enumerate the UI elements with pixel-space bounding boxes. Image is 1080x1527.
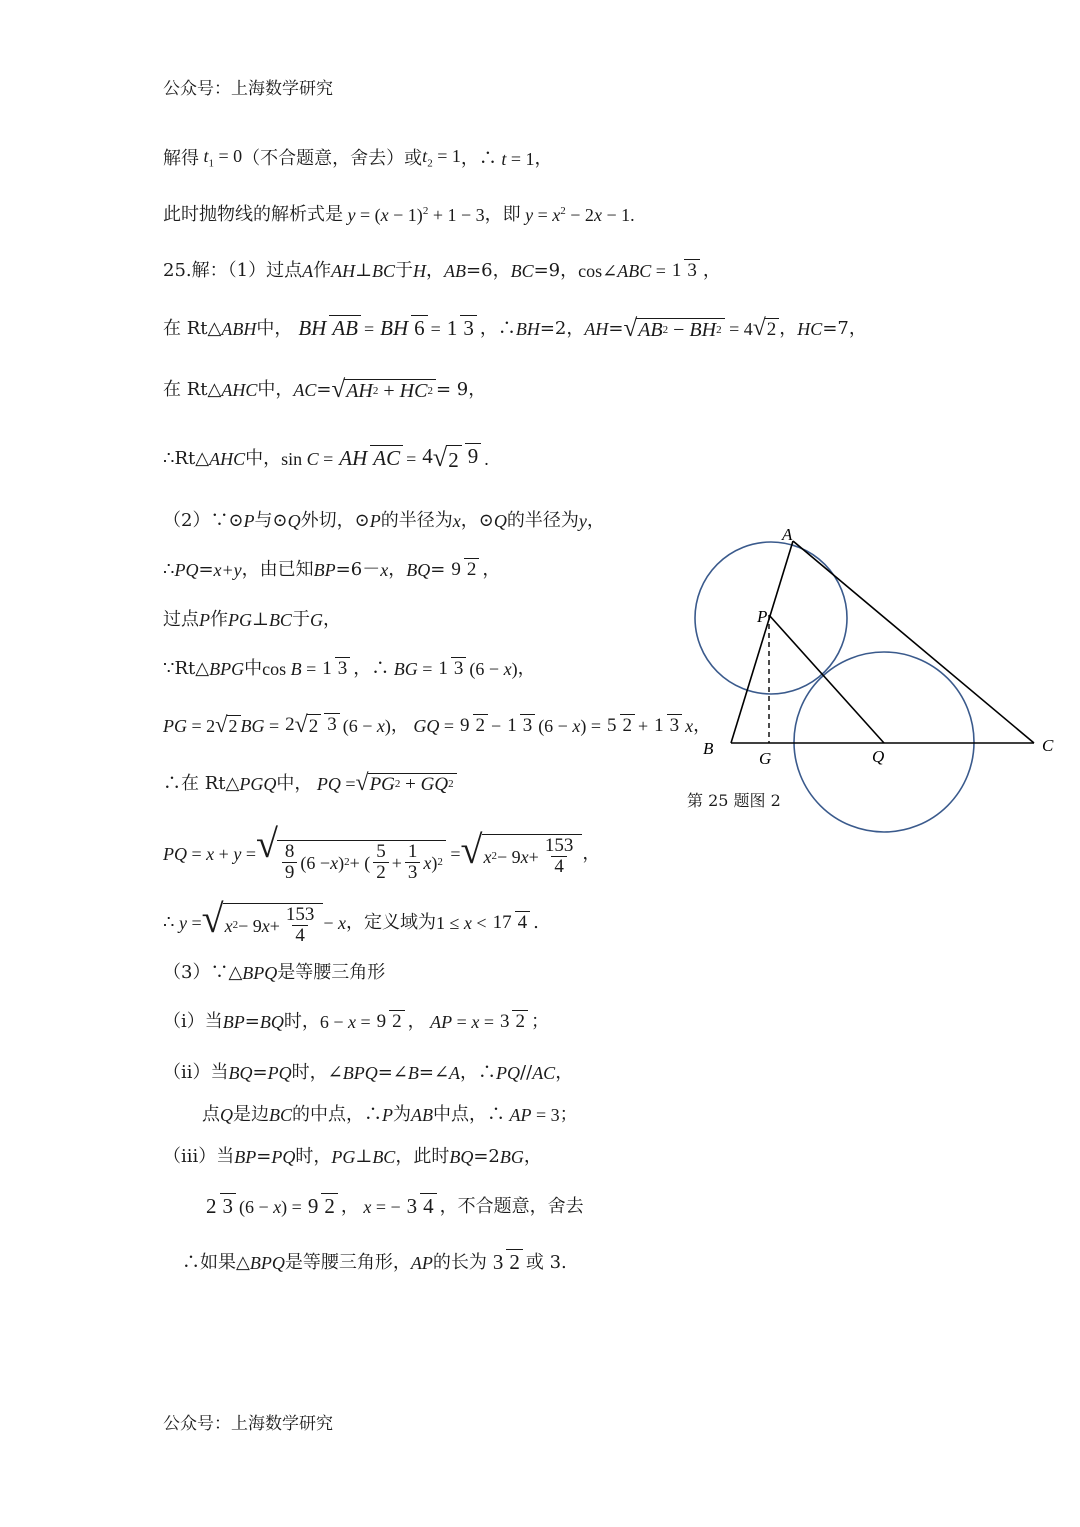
fraction: 3 2 [490,1251,523,1273]
figure-caption: 第 25 题图 2 [687,791,781,810]
text: ∵Rt△ [163,657,210,679]
text: =2， [539,317,585,339]
math: PG = 2 [163,715,216,736]
text: ， [586,509,605,531]
text: ，即 [484,203,521,225]
text: 是等腰三角形 [277,961,386,983]
line-y-domain [163,895,539,947]
text: 时， [295,1145,332,1167]
math: t = 1 [501,148,535,169]
line-rt-ahc [163,376,487,403]
math: − x [323,912,347,933]
var: AP [410,1252,433,1273]
var: PQ [174,559,199,580]
var: AC [293,379,317,400]
text: 中， [276,772,313,794]
text: ， [390,714,409,736]
text: ， [779,317,798,339]
var: BC [510,260,534,281]
text: ，⊙ [460,509,494,531]
var: AH [584,318,609,339]
text: . [533,911,539,933]
text: 中 [244,657,263,679]
math: BG = [393,658,433,679]
fraction: 1 3 [444,317,477,339]
math: cos∠ABC = [578,260,666,281]
math: = [364,318,375,339]
line-case-iii-solve [200,1194,584,1219]
sqrt: √2 [215,714,240,737]
text: 在 Rt△ [163,317,222,339]
footer-text: 公众号：上海数学研究 [163,1414,333,1434]
text: 25.解：（1）过点 [163,259,303,281]
var: G [309,609,323,630]
line-pg-gq [163,711,712,738]
sqrt: √ PG 2 + GQ 2 [356,772,457,796]
line-perp-pg [163,608,341,630]
label-p: P [757,607,768,626]
var: x [380,559,389,580]
text: = [198,558,214,580]
text: =∠ [418,1061,450,1083]
var: B [407,1062,419,1083]
var: PQ [271,1146,296,1167]
var: BG [499,1146,524,1167]
var: BP [234,1146,257,1167]
fraction: 9 2 [305,1195,338,1217]
label-g: G [759,749,772,768]
var: ABH [221,318,257,339]
header-text: 公众号：上海数学研究 [163,79,333,99]
line-pq-expr [163,821,601,883]
text: 或 3. [525,1251,567,1273]
var: BPG [209,658,245,679]
var: HC [797,318,823,339]
text: ； [559,1103,578,1125]
var: BPQ [242,962,278,983]
text: = [256,1145,272,1167]
text: 中， [257,378,294,400]
text: = [608,317,624,339]
math: PQ = [316,773,356,794]
fraction: 1 3 [319,659,350,679]
math: $t_2 = 1$ [422,146,461,170]
text: =6－ [335,558,381,580]
text: ，由已知 [241,558,314,580]
line-pq-sum [163,558,501,580]
line-part3-intro [163,961,386,983]
text: 作 [210,608,228,630]
text: 在 Rt△ [163,378,222,400]
text: 是边 [233,1103,269,1125]
var: AB [444,260,467,281]
line-case-ii-midpoint [202,1103,578,1125]
perp: ⊥ [252,608,269,630]
text: 的中点，∴ [292,1103,383,1125]
var: BC [372,260,396,281]
math: (6 − x) = [538,715,601,736]
text: ， [555,1061,574,1083]
geometry-figure [680,520,1070,840]
text: 点 [202,1103,220,1125]
fraction: BH 6 [377,317,428,339]
math: 6 − x = [319,1011,371,1032]
math: = [430,318,441,339]
text: = 9， [435,378,487,400]
fraction: 9 2 [448,560,479,580]
text: 中点，∴ [433,1103,506,1125]
sqrt: √ AB 2 − BH 2 [623,316,724,341]
var: P [382,1104,394,1125]
var: AHC [209,448,246,469]
var: BC [268,609,292,630]
math: (6 − x) [469,658,518,679]
text: = [252,1061,268,1083]
line-case-i [163,1010,549,1032]
page-header [163,79,333,99]
math: y = [178,912,202,933]
fraction: 9 2 [374,1012,405,1032]
text: （ii）当 [163,1061,229,1083]
line-q25-part1 [163,259,721,281]
var: BQ [228,1062,253,1083]
fraction: 9 2 [457,716,488,736]
text: （i）当 [163,1010,223,1032]
var: x+y [213,559,242,580]
var: A [449,1062,461,1083]
text: ，∴ [460,1061,497,1083]
fraction: 1 3 [669,261,700,281]
text: ， [523,1145,542,1167]
text: ， [693,714,712,736]
line-cos-b [163,657,536,679]
var: BQ [449,1146,474,1167]
var: BQ [406,559,431,580]
var: AB [411,1104,434,1125]
var: y [578,510,587,531]
fraction: 5 2 [604,716,635,736]
text: 的半径为 [506,509,579,531]
text: ， [482,558,501,580]
text: ， [407,1010,426,1032]
math: $y = x^2 - 2x - 1$. [525,204,635,225]
text: = [430,558,446,580]
var: P [243,510,255,531]
math: AP = x = [430,1011,494,1032]
text: ， [340,1195,359,1217]
var: Q [220,1104,233,1125]
text: ∴ [163,558,175,580]
text: 时， [283,1010,320,1032]
segment-ac [793,541,1034,743]
text: =2 [473,1145,500,1167]
fraction: 17 4 [490,913,531,933]
text: 与⊙ [254,509,288,531]
text: 中， [256,317,293,339]
text: =7， [822,317,867,339]
text: 时，∠ [291,1061,343,1083]
text: 此时抛物线的解析式是 [163,203,343,225]
text: 作 [313,259,332,281]
fraction: 1 3 [651,716,682,736]
line-case-ii [163,1061,574,1083]
text: ⊥ [355,1145,373,1167]
text: =∠ [377,1061,408,1083]
var: P [369,510,381,531]
fraction: 2 3 [203,1195,236,1217]
math: BG = [240,715,280,736]
text: ∴Rt△ [163,447,210,469]
math: $t_1 = 0$ [203,146,243,170]
var: AH [331,260,356,281]
var: AC [532,1062,556,1083]
text: 解得 [163,147,199,169]
var: P [199,609,210,630]
fraction: 2 √ 2 3 [282,714,340,738]
sqrt: √2 [753,317,780,341]
label-b: B [703,739,714,758]
label-c: C [1042,736,1054,755]
text: ， [702,259,721,281]
math: PQ = x + y = [163,843,256,864]
text: ，∴ [479,317,516,339]
text: ， [322,608,341,630]
math: (6 − x) [342,715,391,736]
text: ， [534,147,553,169]
var: BP [313,559,336,580]
text: = [316,378,332,400]
line-rt-pgq [163,769,457,796]
text: 为 [393,1103,412,1125]
text: =9， [533,259,579,281]
var: BP [222,1011,245,1032]
line-solve-t [163,146,553,170]
line-rt-abh [163,314,867,342]
var: BPQ [249,1252,285,1273]
sqrt: √ x 2 − 9 x + $\frac{153}{4}$ [461,830,583,877]
math: $y = (x - 1)^2 + 1 - 3$ [347,204,485,225]
text: ， [582,842,601,864]
text: （2）∵⊙ [163,509,244,531]
var: A [302,260,314,281]
sqrt: √ AH 2 + HC 2 [331,377,435,402]
text: 过点 [163,608,199,630]
segment-ab [731,541,793,743]
text: = [244,1010,260,1032]
sqrt: √ x 2 − 9 x + $\frac{153}{4}$ [202,899,324,946]
text: ， [426,259,445,281]
var: BC [372,1146,396,1167]
line-part2-intro [163,509,605,531]
fraction: 3 2 [497,1012,528,1032]
line-parabola [163,203,635,225]
text: ∴在 Rt△ [163,772,240,794]
fraction: 1 3 [504,716,535,736]
fraction: 3 4 [404,1195,437,1217]
var: PQ [267,1062,292,1083]
line-case-iii [163,1145,542,1167]
line-conclusion [182,1250,567,1275]
text: ，∴ [460,147,497,169]
text: ∴如果△ [182,1251,250,1273]
math: x [685,715,694,736]
math: + [638,715,649,736]
var: BQ [259,1011,284,1032]
sqrt: √ $\frac{8}{9}$ (6 − x ) 2 + ( $\frac{5}{2}$ + $\frac{1}{3}$ x ) 2 [256,824,446,883]
math: x = − [363,1196,401,1217]
fraction: BH AB [295,317,361,339]
text: 于 [291,608,310,630]
math: = 4 [724,318,753,339]
line-sin-c [163,443,489,473]
math: 1 ≤ x < [436,912,487,933]
var: Q [287,510,301,531]
text: ∴ [163,911,175,933]
label-a: A [782,525,793,544]
fraction: 4 √ 2 9 [419,445,481,471]
text: ，∴ [353,657,390,679]
var: H [413,260,427,281]
fraction: AH AC [336,447,403,469]
math: AP = 3 [509,1104,560,1125]
text: ， [517,657,536,679]
text: 于 [395,259,414,281]
text: 是等腰三角形， [284,1251,411,1273]
text: （3）∵△ [163,961,243,983]
text: ，此时 [395,1145,450,1167]
var: PQ [496,1062,521,1083]
var: AHC [221,379,258,400]
text: 中， [245,447,282,469]
math: . [484,448,489,469]
var: PGQ [239,773,277,794]
var: PG [331,1146,356,1167]
var: PG [228,609,252,630]
fraction: 1 3 [435,659,466,679]
var: BPQ [342,1062,378,1083]
segment-pq [769,615,884,743]
text: （不合题意，舍去）或 [242,147,423,169]
text: ， [388,558,407,580]
text: 的长为 [432,1251,487,1273]
text: // [520,1061,533,1083]
var: x [452,510,461,531]
math: (6 − x) = [239,1196,302,1217]
var: BC [269,1104,293,1125]
text: 外切，⊙ [300,509,370,531]
text: ； [530,1010,549,1032]
text: ，不合题意，舍去 [439,1195,584,1217]
math: = [445,843,461,864]
page-footer [163,1414,333,1434]
math: GQ = [413,715,455,736]
text: =6， [466,259,511,281]
text: 的半径为 [380,509,453,531]
math: − [491,715,502,736]
perp: ⊥ [355,259,373,281]
label-q: Q [872,747,885,766]
text: ，定义域为 [346,911,437,933]
math: cos B = [262,658,317,679]
math: sin C = [281,448,334,469]
var: BH [515,318,540,339]
math: = [406,448,417,469]
var: Q [493,510,507,531]
text: （iii）当 [163,1145,235,1167]
